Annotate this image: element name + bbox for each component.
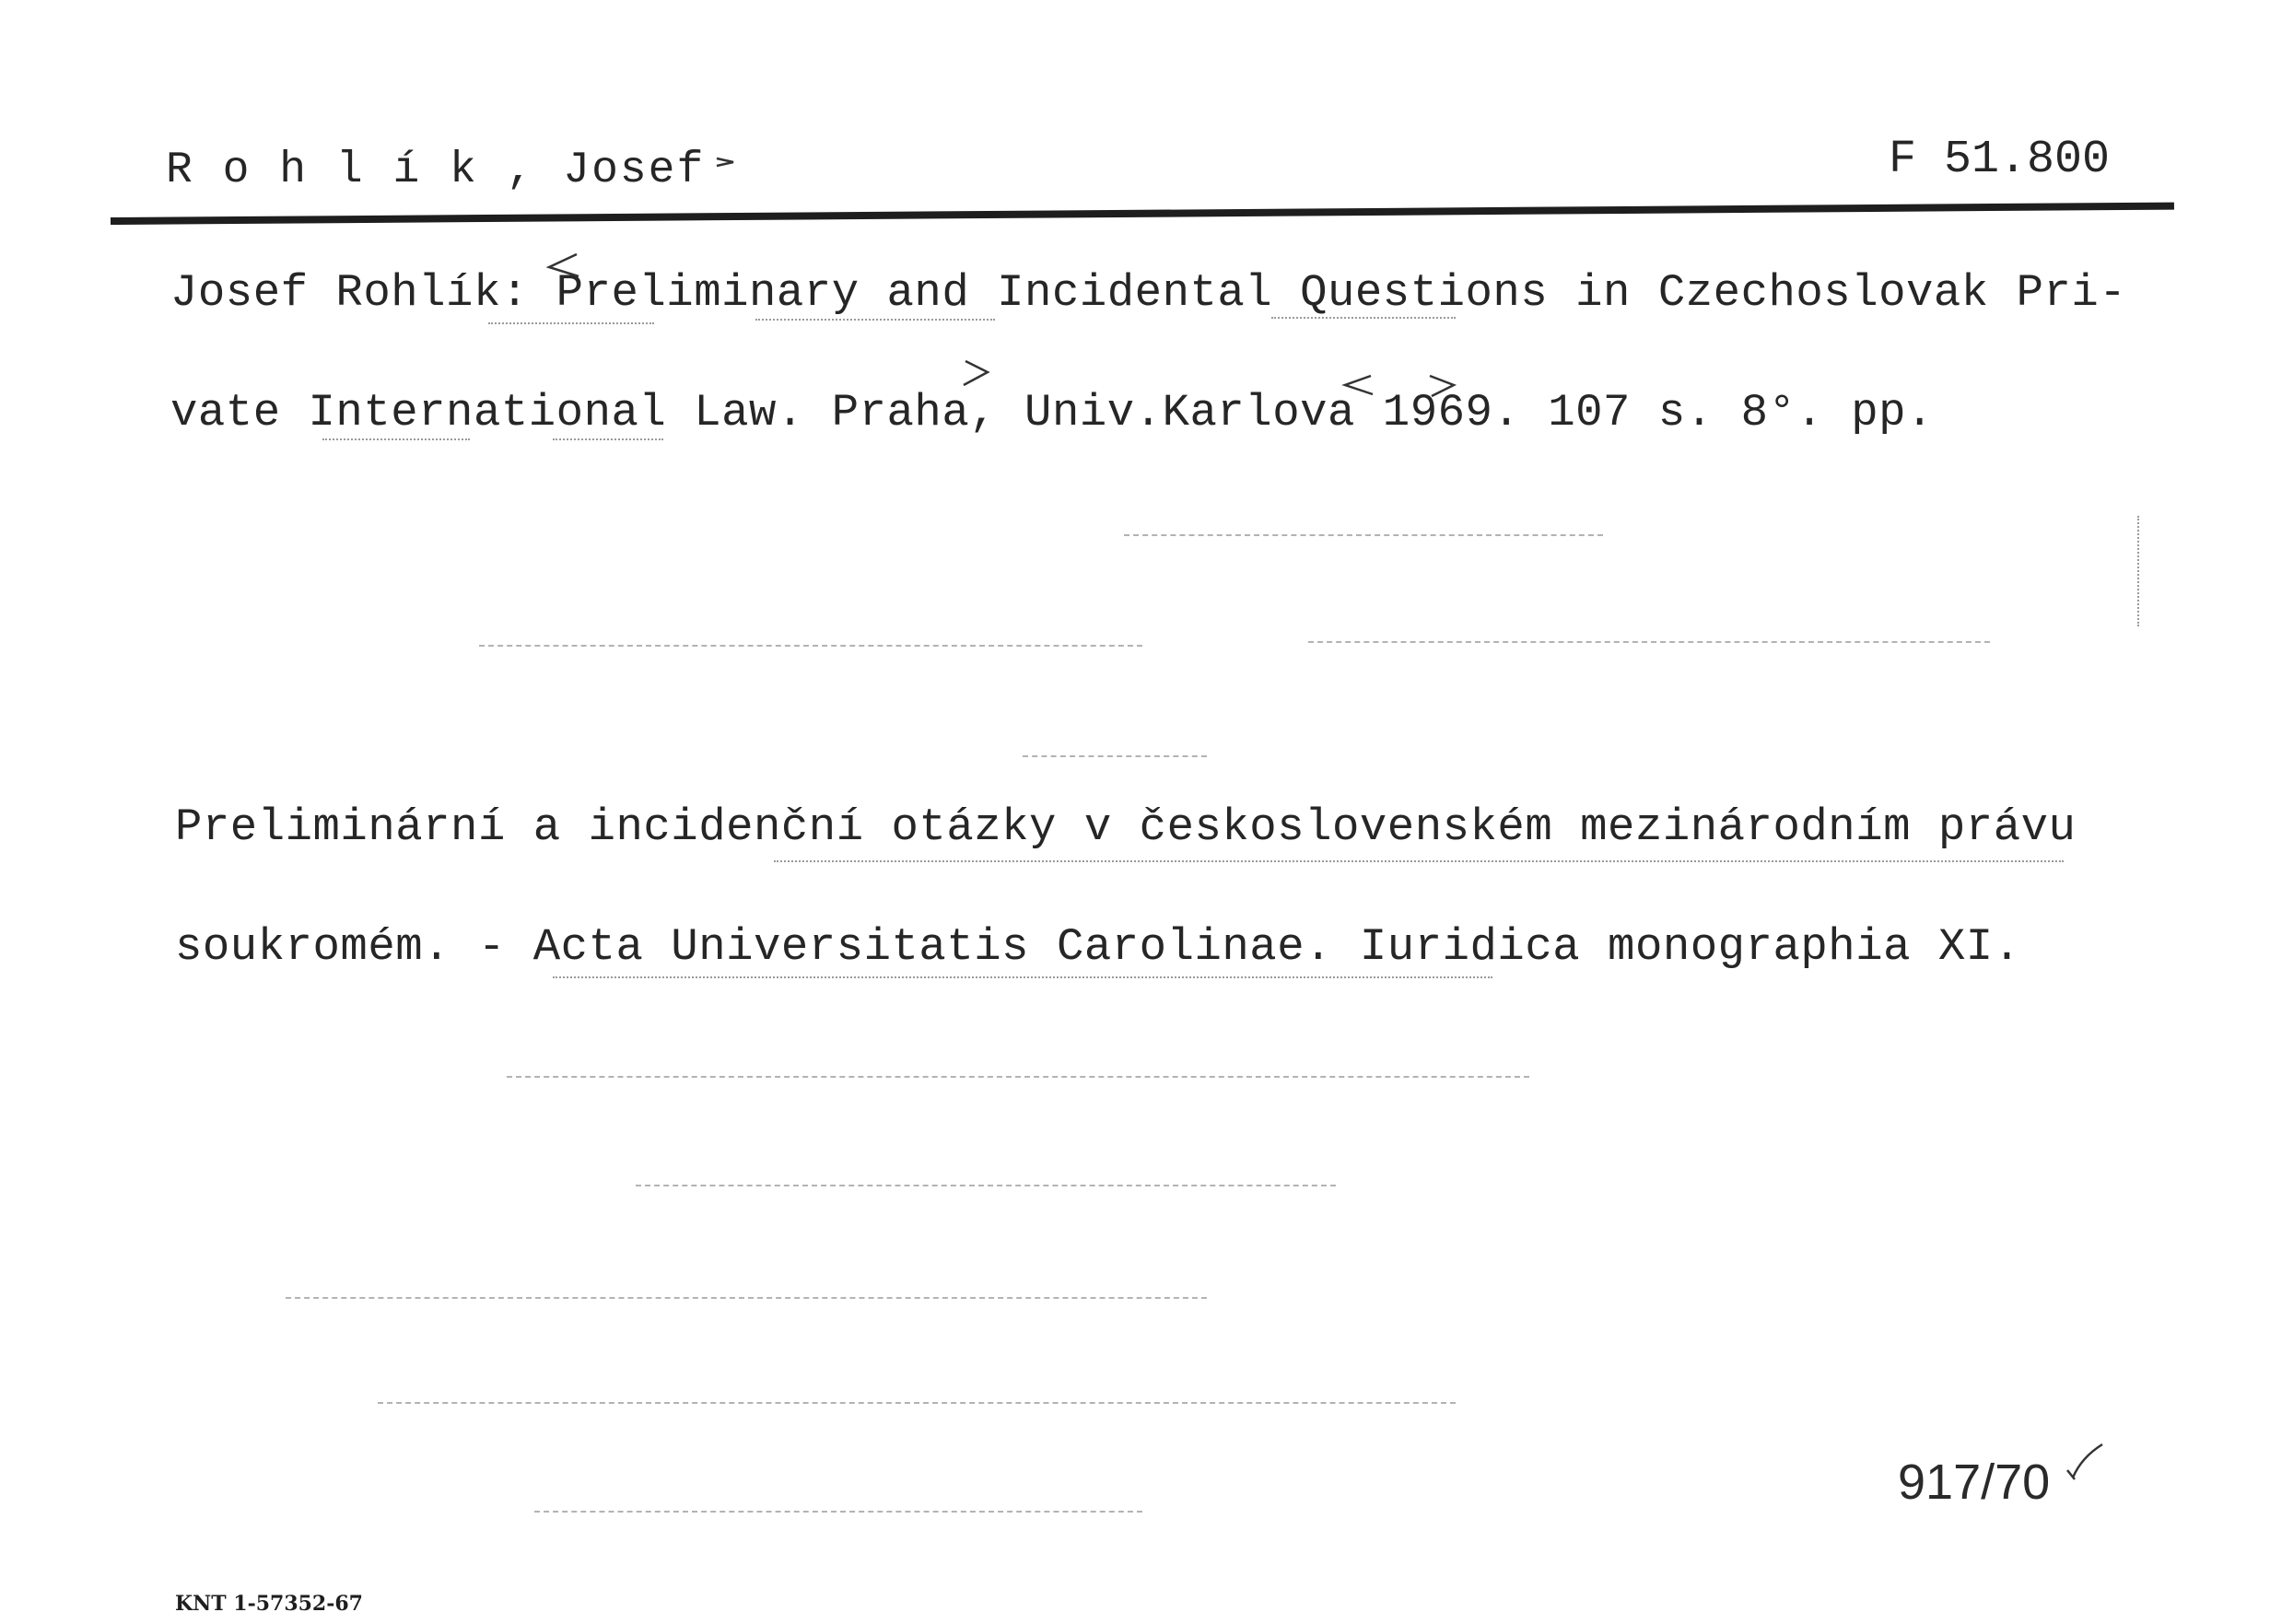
faint-rule bbox=[1308, 641, 1990, 643]
faint-rule bbox=[378, 1402, 1456, 1404]
faint-underline bbox=[322, 438, 470, 440]
description-line-4: soukromém. - Acta Universitatis Carolinae. Iuridica monographia XI. bbox=[175, 921, 2021, 973]
pen-mark-after-author bbox=[717, 158, 733, 166]
heading-author: R o h l í k , Josef bbox=[166, 146, 706, 195]
pen-mark-after-year bbox=[1430, 376, 1454, 396]
faint-rule bbox=[1023, 755, 1207, 757]
pen-mark-before-title bbox=[549, 254, 579, 276]
faint-rule bbox=[286, 1297, 1207, 1299]
faint-underline bbox=[755, 319, 995, 321]
pen-mark-before-year bbox=[1345, 376, 1373, 394]
faint-underline bbox=[553, 976, 1492, 978]
faint-rule bbox=[479, 645, 1142, 647]
faint-underline bbox=[774, 860, 2064, 862]
description-line-2: vate International Law. Praha, Univ.Karlova 1969. 107 s. 8°. pp. bbox=[170, 387, 1934, 438]
description-line-3: Preliminární a incidenční otázky v československém mezinárodním právu bbox=[175, 801, 2077, 853]
faint-rule bbox=[1124, 534, 1603, 536]
pen-mark-after-place bbox=[964, 361, 988, 385]
faint-margin-mark bbox=[2137, 516, 2139, 626]
faint-underline bbox=[1271, 317, 1456, 319]
check-mark bbox=[2073, 1444, 2102, 1478]
form-code: KNT 1-57352-67 bbox=[175, 1592, 363, 1616]
call-number: F 51.800 bbox=[1888, 134, 2110, 186]
description-line-1: Josef Rohlík: Preliminary and Incidental Questions in Czechoslovak Pri- bbox=[170, 267, 2127, 319]
faint-rule bbox=[534, 1511, 1142, 1513]
faint-underline bbox=[488, 322, 654, 324]
faint-rule bbox=[636, 1185, 1336, 1186]
accession-number: 917/70 bbox=[1898, 1455, 2051, 1510]
faint-rule bbox=[507, 1076, 1529, 1078]
faint-underline bbox=[553, 438, 663, 440]
